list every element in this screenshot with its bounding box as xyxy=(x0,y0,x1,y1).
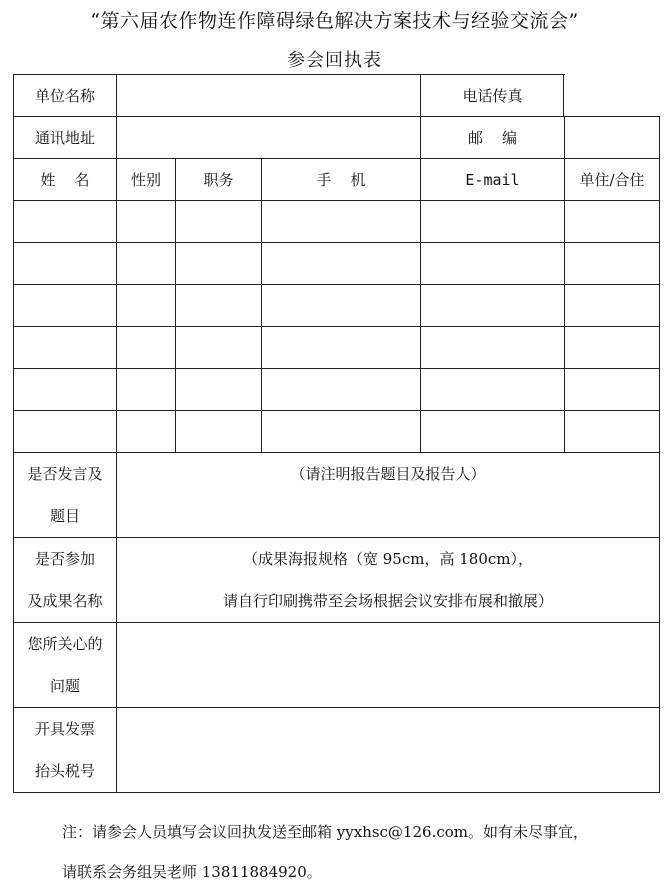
postcode-field[interactable] xyxy=(565,117,660,159)
poster-note-line1: （成果海报规格（宽 95cm，高 180cm）， xyxy=(242,550,533,568)
postcode-label: 邮 编 xyxy=(421,117,565,159)
footer-note-line2: 请联系会务组吴老师 13811884920。 xyxy=(62,863,322,881)
speech-label xyxy=(14,453,117,538)
invoice-label-line2: 抬头税号 xyxy=(34,762,95,780)
unit-name-label: 单位名称 xyxy=(14,75,117,117)
attendee-room-field[interactable] xyxy=(565,243,660,285)
attendee-email-field[interactable] xyxy=(421,327,565,369)
poster-label-line2: 及成果名称 xyxy=(27,592,103,610)
invoice-field[interactable] xyxy=(117,708,660,793)
address-field[interactable] xyxy=(117,117,421,159)
speech-field[interactable] xyxy=(117,453,660,538)
attendee-mobile-field[interactable] xyxy=(262,285,421,327)
header-position: 职务 xyxy=(176,159,262,201)
document-subtitle: 参会回执表 xyxy=(287,50,382,71)
registration-form-table xyxy=(13,74,660,793)
attendee-gender-field[interactable] xyxy=(117,327,176,369)
footer-note-line1: 注：请参会人员填写会议回执发送至邮箱 yyxhsc@126.com。如有未尽事宜， xyxy=(62,823,588,841)
speech-note: （请注明报告题目及报告人） xyxy=(290,465,486,483)
attendee-room-field[interactable] xyxy=(565,327,660,369)
concern-label-line1: 您所关心的 xyxy=(27,635,103,653)
attendee-gender-field[interactable] xyxy=(117,243,176,285)
poster-label-line1: 是否参加 xyxy=(34,550,95,568)
attendee-position-field[interactable] xyxy=(176,243,262,285)
attendee-email-field[interactable] xyxy=(421,201,565,243)
attendee-name-field[interactable] xyxy=(14,327,117,369)
attendee-room-field[interactable] xyxy=(565,201,660,243)
attendee-gender-field[interactable] xyxy=(117,369,176,411)
footer-note xyxy=(62,812,662,892)
attendee-row xyxy=(14,369,660,411)
poster-note-line2: 请自行印刷携带至会场根据会议安排布展和撤展） xyxy=(222,592,553,610)
attendee-room-field[interactable] xyxy=(565,285,660,327)
poster-field[interactable] xyxy=(117,538,660,623)
concern-field[interactable] xyxy=(117,623,660,708)
attendee-mobile-field[interactable] xyxy=(262,327,421,369)
attendee-gender-field[interactable] xyxy=(117,201,176,243)
phone-fax-field[interactable] xyxy=(563,75,659,116)
attendee-name-field[interactable] xyxy=(14,201,117,243)
concern-label xyxy=(14,623,117,708)
invoice-label-line1: 开具发票 xyxy=(34,720,95,738)
attendee-room-field[interactable] xyxy=(565,369,660,411)
attendee-gender-field[interactable] xyxy=(117,285,176,327)
attendee-room-field[interactable] xyxy=(565,411,660,453)
attendee-email-field[interactable] xyxy=(421,411,565,453)
attendee-position-field[interactable] xyxy=(176,369,262,411)
phone-fax-label-overlay xyxy=(420,75,564,116)
document-title: “第六届农作物连作障碍绿色解决方案技术与经验交流会” xyxy=(90,10,579,32)
attendee-row xyxy=(14,285,660,327)
attendee-mobile-field[interactable] xyxy=(262,243,421,285)
attendee-row xyxy=(14,243,660,285)
attendee-mobile-field[interactable] xyxy=(262,201,421,243)
attendee-position-field[interactable] xyxy=(176,411,262,453)
attendee-row xyxy=(14,201,660,243)
attendee-email-field[interactable] xyxy=(421,243,565,285)
header-gender: 性别 xyxy=(117,159,176,201)
attendee-name-field[interactable] xyxy=(14,243,117,285)
concern-label-line2: 问题 xyxy=(49,677,80,695)
phone-fax-label-text: 电话传真 xyxy=(462,87,523,105)
attendee-position-field[interactable] xyxy=(176,327,262,369)
header-room: 单住/合住 xyxy=(565,159,660,201)
header-email: E-mail xyxy=(421,159,565,201)
invoice-label xyxy=(14,708,117,793)
attendee-email-field[interactable] xyxy=(421,369,565,411)
attendee-name-field[interactable] xyxy=(14,411,117,453)
attendee-name-field[interactable] xyxy=(14,369,117,411)
attendee-row xyxy=(14,411,660,453)
poster-label xyxy=(14,538,117,623)
address-label: 通讯地址 xyxy=(14,117,117,159)
attendee-gender-field[interactable] xyxy=(117,411,176,453)
speech-label-line2: 题目 xyxy=(49,507,80,525)
header-name: 姓 名 xyxy=(14,159,117,201)
attendee-mobile-field[interactable] xyxy=(262,411,421,453)
speech-label-line1: 是否发言及 xyxy=(27,465,103,483)
attendee-email-field[interactable] xyxy=(421,285,565,327)
header-mobile: 手 机 xyxy=(262,159,421,201)
attendee-position-field[interactable] xyxy=(176,285,262,327)
attendee-name-field[interactable] xyxy=(14,285,117,327)
attendee-position-field[interactable] xyxy=(176,201,262,243)
attendee-row xyxy=(14,327,660,369)
attendee-mobile-field[interactable] xyxy=(262,369,421,411)
